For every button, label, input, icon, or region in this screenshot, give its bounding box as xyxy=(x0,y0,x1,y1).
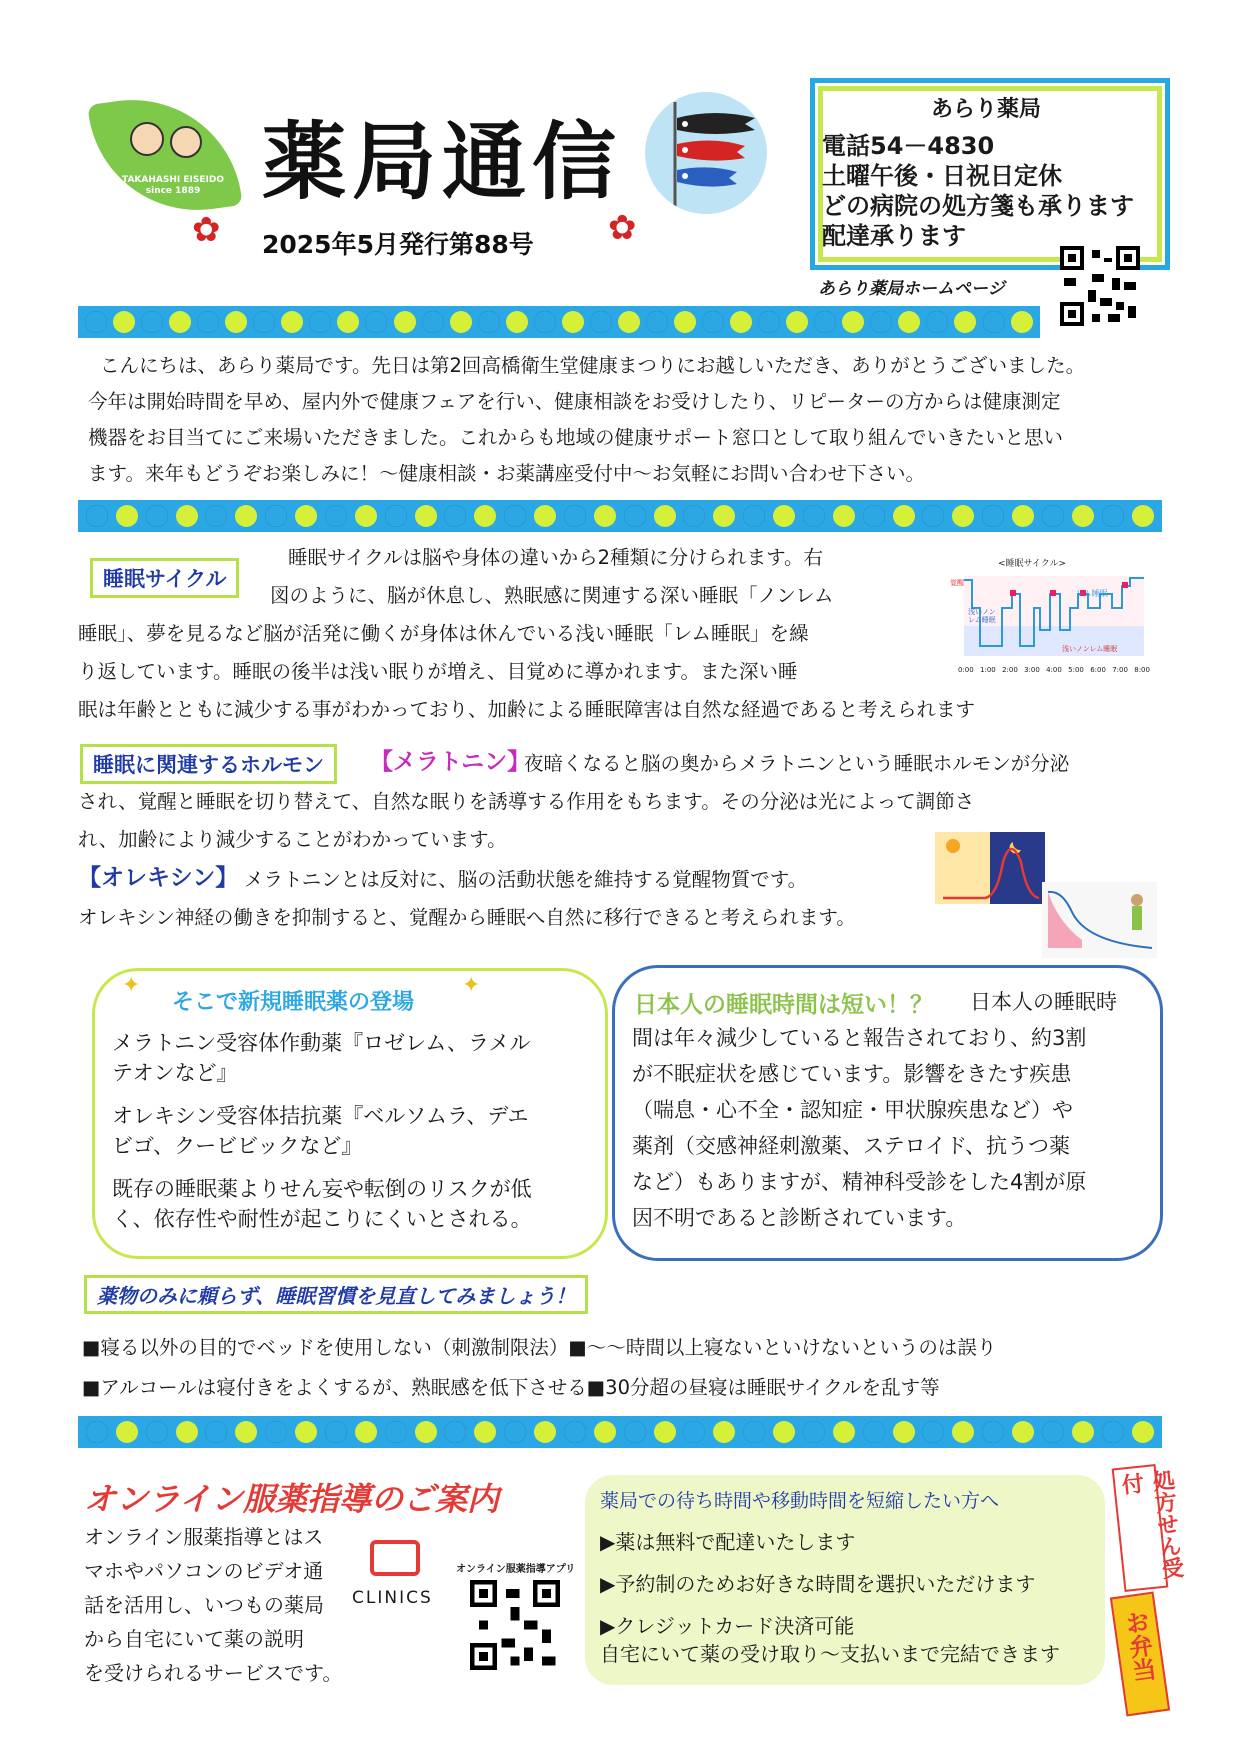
online-box-heading: 薬局での待ち時間や移動時間を短縮したい方へ xyxy=(600,1490,1000,1512)
chart-title: <睡眠サイクル> xyxy=(998,559,1067,569)
homepage-qr-code[interactable] xyxy=(1060,246,1140,326)
info-prescriptions: どの病院の処方箋も承ります xyxy=(822,192,1134,220)
orexin-heading: 【オレキシン】 xyxy=(78,865,239,891)
chart-label: 浅いノンレム睡眠 xyxy=(968,608,996,624)
online-desc-line: を受けられるサービスです。 xyxy=(84,1661,343,1685)
sparkle-icon: ✦ xyxy=(462,973,481,998)
section-tag-sleep-cycle: 睡眠サイクル xyxy=(90,558,239,598)
habit-line: ■アルコールは寝付きをよくするが、熟眠感を低下させる■30分超の昼寝は睡眠サイクルを乱す等 xyxy=(82,1376,940,1399)
x-tick: 8:00 xyxy=(1134,666,1150,674)
sleep-cycle-line: 眠は年齢とともに減少する事がわかっており、加齢による睡眠障害は自然な経過であると考えられます xyxy=(78,698,976,721)
new-drug-line: メラトニン受容体作動薬『ロゼレム、ラメル xyxy=(112,1031,531,1055)
section-tag-habits: 薬物のみに頼らず、睡眠習慣を見直してみましょう！ xyxy=(84,1275,588,1314)
online-title: オンライン服薬指導のご案内 xyxy=(84,1480,500,1518)
online-benefit: ▶クレジットカード決済可能 xyxy=(600,1614,855,1638)
short-sleep-line: 間は年々減少していると報告されており、約3割 xyxy=(632,1026,1087,1050)
x-tick: 5:00 xyxy=(1068,666,1084,674)
pharmacist-face-icon xyxy=(130,122,164,156)
bento-sign-text: お弁当 xyxy=(1119,1608,1158,1684)
online-desc-line: 話を活用し、いつもの薬局 xyxy=(84,1593,324,1617)
short-sleep-line: （喘息・心不全・認知症・甲状腺疾患など）や xyxy=(632,1098,1073,1122)
melatonin-line: れ、加齢により減少することがわかっています。 xyxy=(78,828,507,851)
intro-line: ます。来年もどうぞお楽しみに！～健康相談・お薬講座受付中～お気軽にお問い合わせ下さい。 xyxy=(88,462,925,485)
short-sleep-line: 因不明であると診断されています。 xyxy=(632,1206,967,1230)
x-tick: 4:00 xyxy=(1046,666,1062,674)
sleep-cycle-chart xyxy=(950,556,1150,684)
intro-line: 今年は開始時間を早め、屋内外で健康フェアを行い、健康相談をお受けしたり、リピーターの方からは健康測定 xyxy=(88,390,1061,413)
pharmacist-face-icon xyxy=(170,126,202,158)
x-tick: 1:00 xyxy=(980,666,996,674)
online-desc-line: オンライン服薬指導とはス xyxy=(84,1525,324,1549)
sleep-cycle-line: 図のように、脳が休息し、熟眠感に関連する深い睡眠「ノンレム xyxy=(270,584,834,607)
info-hours: 土曜午後・日祝日定休 xyxy=(822,162,1062,190)
prescription-sign xyxy=(1112,1464,1185,1592)
issue-number: 2025年5月発行第88号 xyxy=(262,230,534,259)
info-phone: 電話54－4830 xyxy=(822,132,995,160)
melatonin-chart xyxy=(935,832,1045,904)
orexin-line: オレキシン神経の働きを抑制すると、覚醒から睡眠へ自然に移行できると考えられます。 xyxy=(78,906,856,929)
intro-line: 機器をお目当てにご来場いただきました。これからも地域の健康サポート窓口として取り組んでいきたいと思い xyxy=(88,426,1064,449)
app-label: オンライン服薬指導アプリ xyxy=(456,1564,576,1575)
sleep-cycle-line: 睡眠」、夢を見るなど脳が活発に働くが身体は休んでいる浅い睡眠「レム睡眠」を繰 xyxy=(78,622,809,645)
orexin-age-chart xyxy=(1042,882,1157,958)
melatonin-line: 夜暗くなると脳の奥からメラトニンという睡眠ホルモンが分泌 xyxy=(524,752,1070,775)
dot-divider xyxy=(78,1416,1162,1448)
short-sleep-line: 日本人の睡眠時 xyxy=(970,990,1117,1014)
online-benefit: ▶予約制のためお好きな時間を選択いただけます xyxy=(600,1572,1036,1596)
x-tick: 6:00 xyxy=(1090,666,1106,674)
app-qr-code[interactable] xyxy=(470,1580,560,1670)
online-desc-line: マホやパソコンのビデオ通 xyxy=(84,1559,324,1583)
short-sleep-heading: 日本人の睡眠時間は短い！？ xyxy=(634,992,933,1018)
dot-divider xyxy=(78,500,1162,532)
melatonin-line: され、覚醒と睡眠を切り替えて、自然な眠りを誘導する作用をもちます。その分泌は光によって調節さ xyxy=(78,790,975,813)
intro-line: こんにちは、あらり薬局です。先日は第2回高橋衛生堂健康まつりにお越しいただき、ありがとうございました。 xyxy=(100,354,1086,377)
bento-sign xyxy=(1110,1592,1170,1717)
orexin-line: メラトニンとは反対に、脳の活動状態を維持する覚醒物質です。 xyxy=(244,868,808,891)
dot-divider xyxy=(78,306,1040,338)
chart-x-axis xyxy=(958,666,1150,674)
melatonin-heading: 【メラトニン】 xyxy=(370,749,531,775)
chart-label: 覚醒 xyxy=(950,579,964,587)
koinobori-illustration xyxy=(645,92,767,214)
sparkle-icon: ✦ xyxy=(122,973,141,998)
x-tick: 3:00 xyxy=(1024,666,1040,674)
pharmacy-name: あらり薬局 xyxy=(930,97,1041,122)
habit-line: ■寝る以外の目的でベッドを使用しない（刺激制限法）■～～時間以上寝ないといけないというのは誤り xyxy=(82,1336,997,1359)
carnation-icon: ✿ xyxy=(608,208,637,248)
online-benefit: 自宅にいて薬の受け取り～支払いまで完結できます xyxy=(600,1642,1060,1666)
new-drug-line: 既存の睡眠薬よりせん妄や転倒のリスクが低 xyxy=(112,1177,532,1201)
homepage-label: あらり薬局ホームページ xyxy=(818,279,1005,299)
info-delivery: 配達承ります xyxy=(822,222,966,250)
chart-label: 浅いノンレム睡眠 xyxy=(1062,645,1118,653)
short-sleep-line: が不眠症状を感じています。影響をきたす疾患 xyxy=(632,1062,1072,1086)
new-drug-line: テオンなど』 xyxy=(112,1061,238,1085)
chart-label: レム睡眠 xyxy=(1076,589,1108,598)
carnation-icon: ✿ xyxy=(192,210,221,250)
section-tag-hormone: 睡眠に関連するホルモン xyxy=(80,744,337,784)
leaf-logo xyxy=(87,86,242,224)
online-benefit: ▶薬は無料で配達いたします xyxy=(600,1530,856,1554)
sleep-cycle-line: り返しています。睡眠の後半は浅い眠りが増え、目覚めに導かれます。また深い睡 xyxy=(78,660,798,683)
x-tick: 0:00 xyxy=(958,666,974,674)
online-desc-line: から自宅にいて薬の説明 xyxy=(84,1627,304,1651)
prescription-sign-text: 処方せん受付 xyxy=(1117,1468,1185,1581)
x-tick: 2:00 xyxy=(1002,666,1018,674)
new-drugs-title: そこで新規睡眠薬の登場 xyxy=(172,990,415,1015)
clinics-label: CLINICS xyxy=(352,1588,433,1608)
new-drug-line: オレキシン受容体拮抗薬『ベルソムラ、デエ xyxy=(112,1104,529,1128)
new-drug-line: く、依存性や耐性が起こりにくいとされる。 xyxy=(112,1207,532,1231)
sleep-cycle-line: 睡眠サイクルは脳や身体の違いから2種類に分けられます。右 xyxy=(288,546,824,569)
x-tick: 7:00 xyxy=(1112,666,1128,674)
newsletter-title: 薬局通信 xyxy=(262,112,623,211)
short-sleep-line: など）もありますが、精神科受診をした4割が原 xyxy=(632,1170,1087,1194)
short-sleep-line: 薬剤（交感神経刺激薬、ステロイド、抗うつ薬 xyxy=(632,1134,1071,1158)
clinics-logo-icon xyxy=(370,1540,420,1576)
leaf-caption: TAKAHASHI EISEIDO since 1889 xyxy=(122,175,224,196)
new-drug-line: ビゴ、クービビックなど』 xyxy=(112,1134,363,1158)
